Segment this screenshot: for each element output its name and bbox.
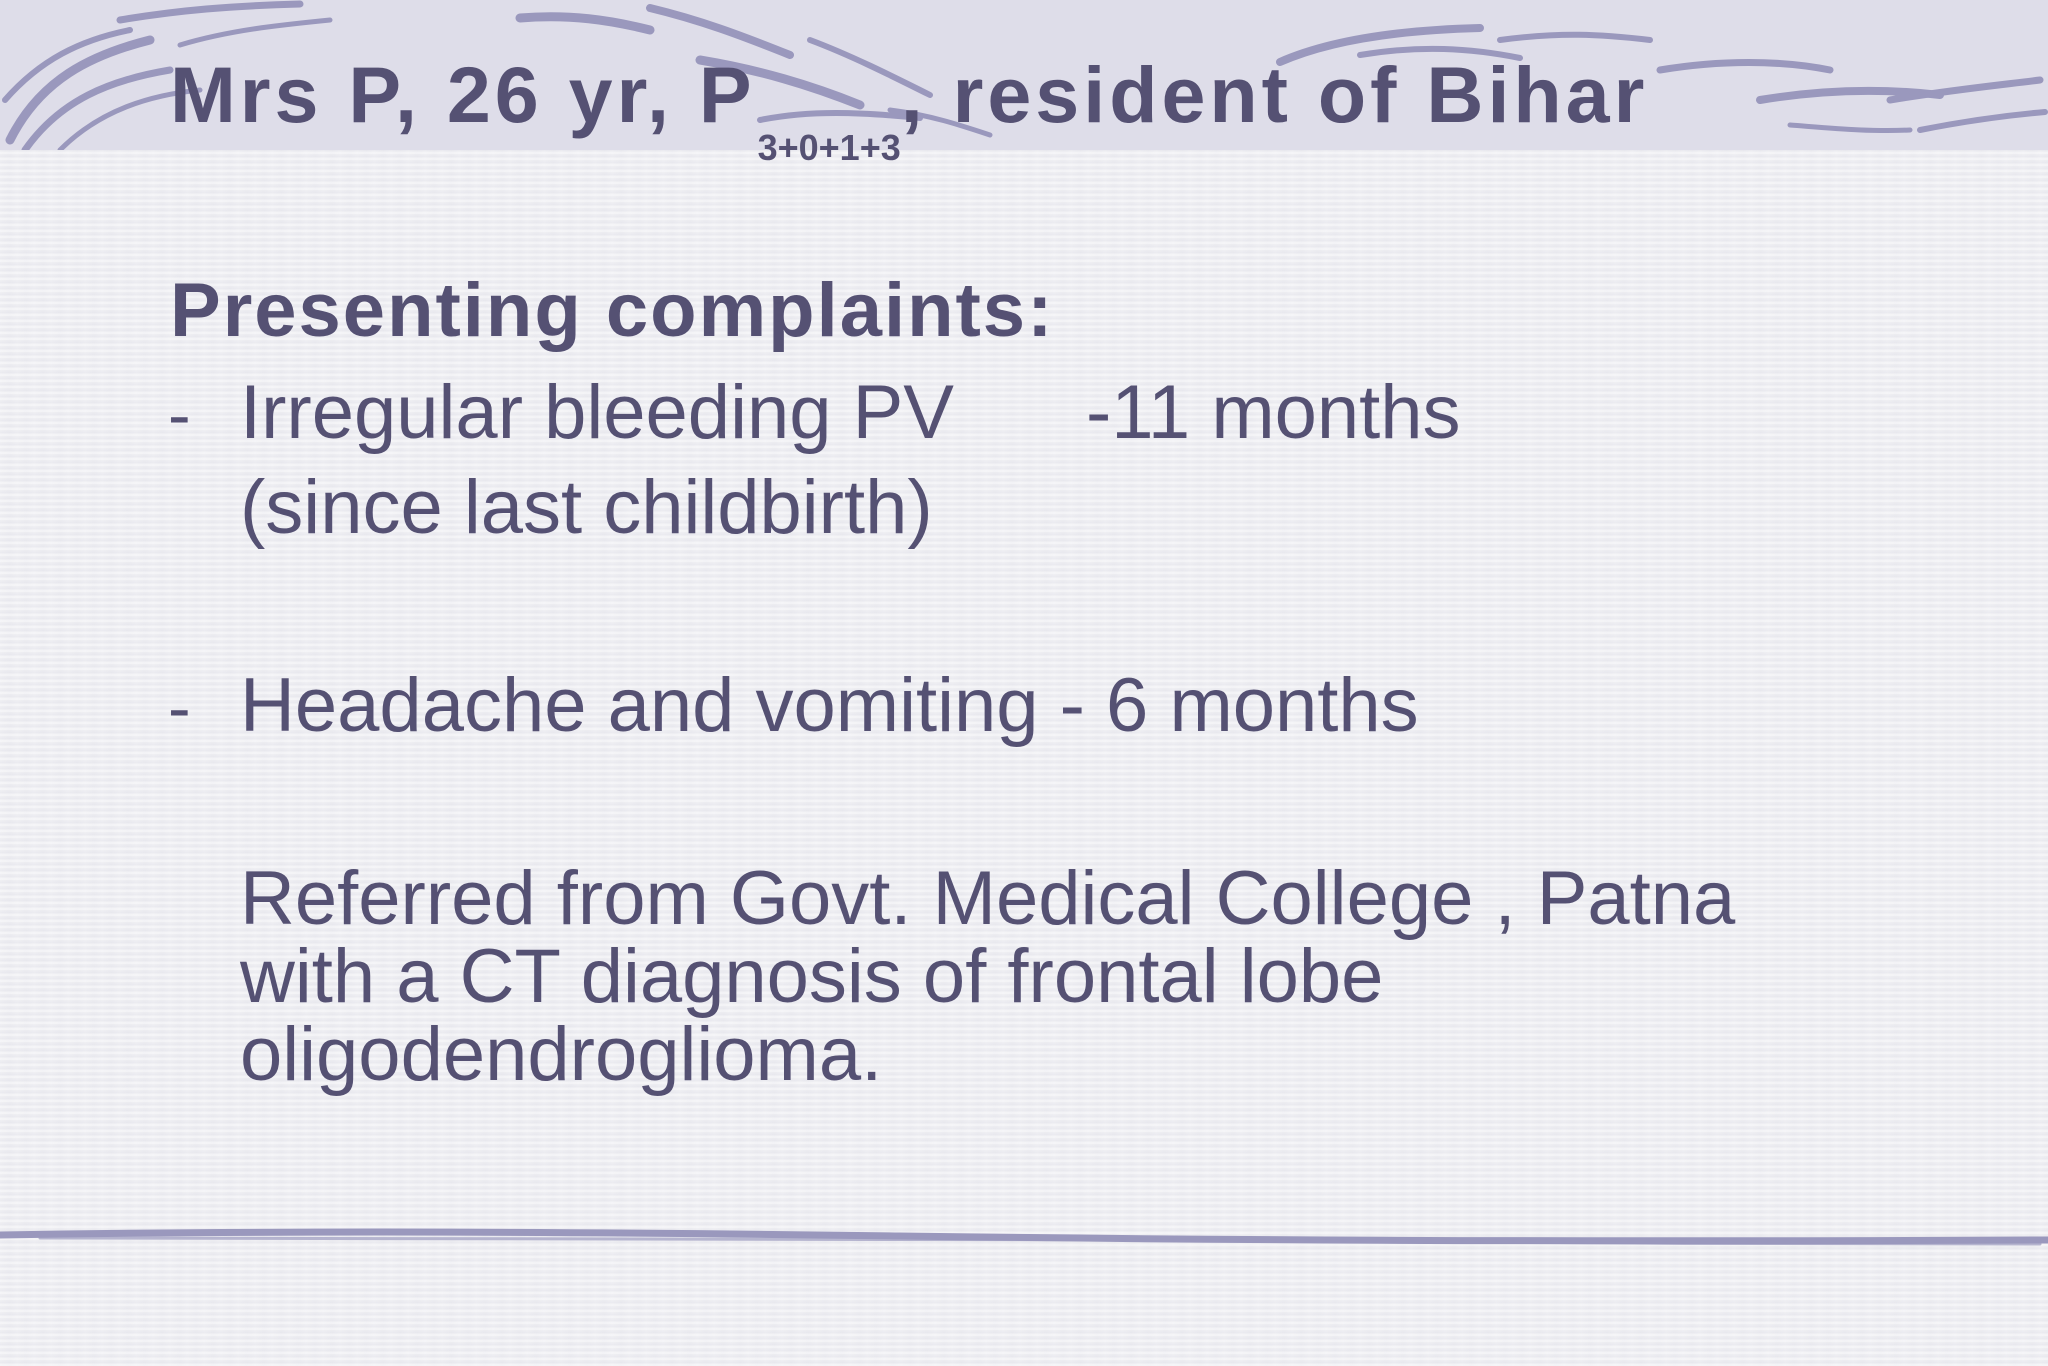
- complaint-note: (since last childbirth): [240, 465, 933, 550]
- footer-divider-line: [0, 1218, 2048, 1258]
- bullet-dash: -: [168, 377, 191, 453]
- title-rest: , resident of Bihar: [900, 50, 1649, 139]
- bullet-dash: -: [168, 670, 191, 746]
- presenting-complaints-heading: Presenting complaints:: [170, 268, 1055, 353]
- slide-title: [170, 50, 1649, 168]
- title-parity-subscript: 3+0+1+3: [757, 127, 901, 168]
- title-main: Mrs P, 26 yr, P: [170, 50, 756, 139]
- complaint-text: Headache and vomiting - 6 months: [240, 663, 1419, 748]
- complaint-duration: -11 months: [1086, 370, 1461, 455]
- referral-text: Referred from Govt. Medical College , Patna with a CT diagnosis of frontal lobe oligodendroglioma.: [240, 856, 1736, 1097]
- complaint-text: Irregular bleeding PV: [240, 370, 954, 455]
